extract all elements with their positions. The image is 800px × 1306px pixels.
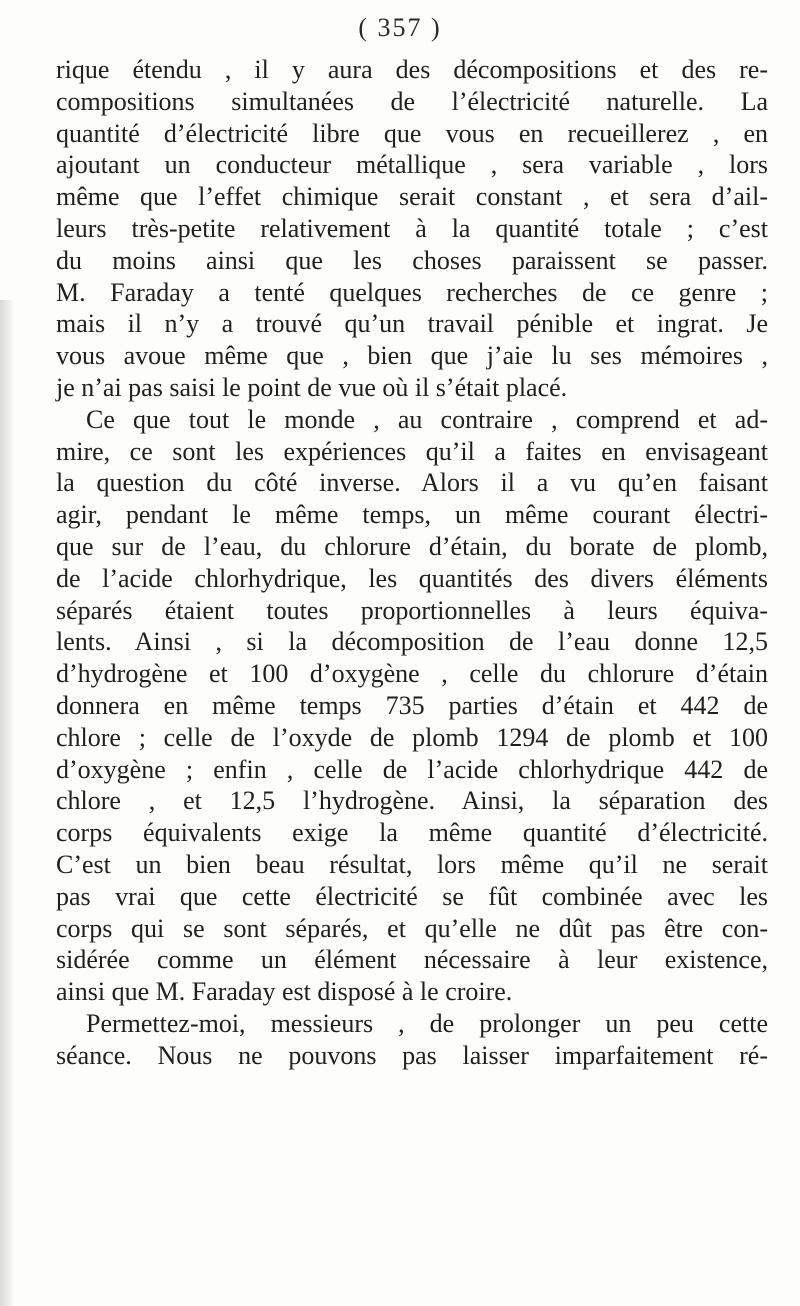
text-line: mire, ce sont les expériences qu’il a faites en envisageant [56, 436, 768, 466]
text-line: vous avoue même que , bien que j’aie lu ses mémoires , [56, 341, 768, 371]
body-text [56, 54, 768, 1072]
text-line: ainsi que M. Faraday est disposé à le croire. [56, 977, 513, 1007]
binding-shadow [0, 300, 14, 1306]
text-line: corps qui se sont séparés, et qu’elle ne dût pas être con- [56, 913, 768, 943]
text-line: pas vrai que cette électricité se fût combinée avec les [56, 881, 768, 911]
text-line: rique étendu , il y aura des décompositions et des re- [56, 55, 768, 84]
text-line: sidérée comme un élément nécessaire à leur existence, [56, 945, 768, 975]
text-line: je n’ai pas saisi le point de vue où il s’était placé. [56, 372, 568, 402]
text-line: compositions simultanées de l’électricité naturelle. La [56, 86, 768, 116]
text-line: du moins ainsi que les choses paraissent se passer. [56, 245, 768, 275]
text-line: donnera en même temps 735 parties d’étain et 442 de [56, 690, 768, 720]
text-line: chlore , et 12,5 l’hydrogène. Ainsi, la séparation des [56, 786, 768, 816]
text-line: chlore ; celle de l’oxyde de plomb 1294 de plomb et 100 [56, 722, 768, 752]
text-line: séance. Nous ne pouvons pas laisser imparfaitement ré- [56, 1040, 768, 1070]
text-line: lents. Ainsi , si la décomposition de l’eau donne 12,5 [56, 627, 768, 657]
text-line: corps équivalents exige la même quantité d’électricité. [56, 818, 768, 848]
text-line: Permettez-moi, messieurs , de prolonger un peu cette [86, 1008, 768, 1038]
text-line: agir, pendant le même temps, un même courant électri- [56, 500, 768, 530]
text-line: séparés étaient toutes proportionnelles à leurs équiva- [56, 595, 768, 625]
text-line: de l’acide chlorhydrique, les quantités des divers éléments [56, 563, 768, 593]
text-line: mais il n’y a trouvé qu’un travail pénible et ingrat. Je [56, 309, 768, 339]
text-line: la question du côté inverse. Alors il a vu qu’en faisant [56, 468, 768, 498]
text-line: Ce que tout le monde , au contraire , comprend et ad- [86, 404, 768, 434]
text-line: d’oxygène ; enfin , celle de l’acide chlorhydrique 442 de [56, 754, 768, 784]
page-number: ( 357 ) [358, 13, 442, 42]
text-line: quantité d’électricité libre que vous en recueillerez , en [56, 118, 768, 148]
text-line: d’hydrogène et 100 d’oxygène , celle du chlorure d’étain [56, 659, 768, 689]
text-line: M. Faraday a tenté quelques recherches de ce genre ; [56, 277, 768, 307]
text-line: leurs très-petite relativement à la quantité totale ; c’est [56, 213, 768, 243]
text-line: que sur de l’eau, du chlorure d’étain, du borate de plomb, [56, 531, 768, 561]
text-line: C’est un bien beau résultat, lors même qu’il ne serait [56, 849, 768, 879]
text-line: même que l’effet chimique serait constant , et sera d’ail- [56, 182, 768, 212]
text-line: ajoutant un conducteur métallique , sera variable , lors [56, 150, 768, 180]
